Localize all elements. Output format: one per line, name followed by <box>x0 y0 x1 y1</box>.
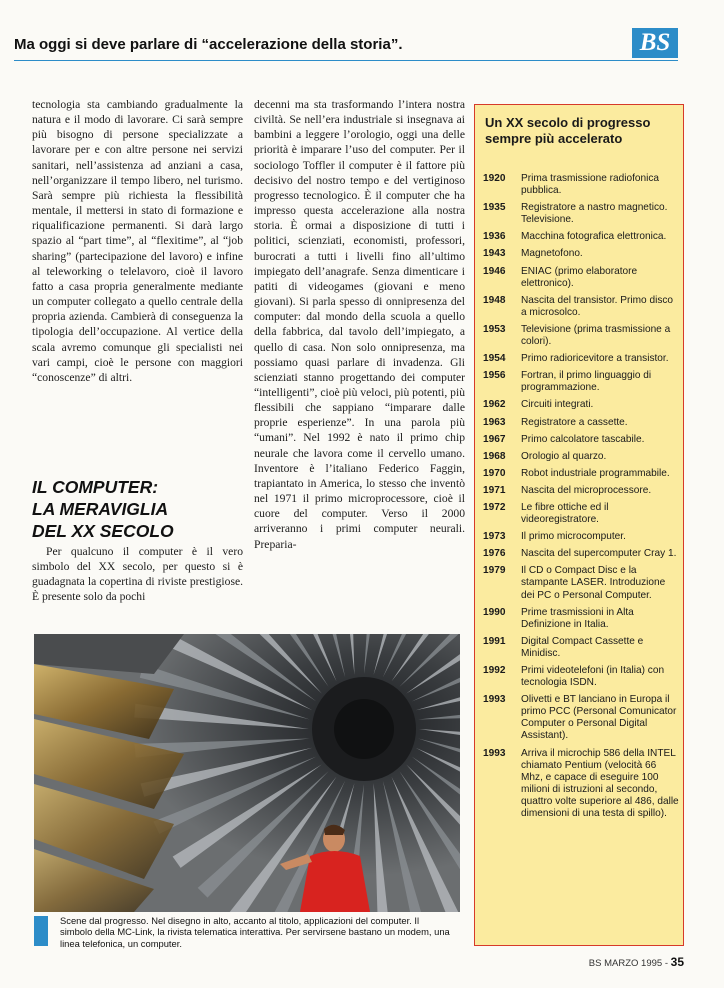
timeline-item <box>483 665 679 689</box>
timeline-item <box>483 468 679 480</box>
section-heading-line: IL COMPUTER: <box>32 477 159 497</box>
article-paragraph: tecnologia sta cambiando gradualmente la natura e il modo di lavorare. Ci sarà sempre più bisogno di persone specializzate a lavorare per e con altre persone nei servizi sanitari, nell’assistenza ad anziani a casa, nell’organizzare il tempo libero, nel turismo. Sarà sempre più richiesta la flessibilità mentale, il mettersi in stato di formazione e riqualificazione permanenti. Si darà largo spazio al “part time”, al “flexitime”, al “job sharing” (partecipazione del lavoro) e infine al teleworking o telelavoro, cioè il lavoro fatto a casa propria generalmente mediante un computer collegato a quello centrale della propria azienda. Cambierà di conseguenza la tipologia dell’occupazione. Al vertice della scala avremo comunque gli specialisti nei vari campi, cioè le persone con maggiori “conoscenze” di altri. <box>32 98 243 384</box>
timeline-item <box>483 248 679 260</box>
timeline-event: Registratore a nastro magnetico. Televisione. <box>521 202 668 226</box>
timeline-event: Le fibre ottiche ed il videoregistratore. <box>521 501 609 526</box>
timeline-item <box>483 399 679 411</box>
timeline-event: Prima trasmissione radiofonica pubblica. <box>521 173 660 197</box>
timeline-year: 1963 <box>483 416 506 428</box>
timeline-event: Nascita del transistor. Primo disco a microsolco. <box>521 294 674 318</box>
magazine-logo: BS <box>632 28 678 58</box>
timeline-year: 1968 <box>483 450 506 462</box>
timeline-year: 1972 <box>483 501 506 513</box>
timeline-year: 1953 <box>483 323 506 335</box>
timeline-event: Televisione (prima trasmissione a colori). <box>521 323 671 348</box>
timeline-item <box>483 748 679 821</box>
timeline-event: Il primo microcomputer. <box>521 531 626 543</box>
header-divider <box>14 60 678 61</box>
timeline-event: Circuiti integrati. <box>521 399 594 411</box>
timeline-year: 1979 <box>483 565 506 577</box>
timeline-item <box>483 295 679 319</box>
timeline-year: 1948 <box>483 294 506 306</box>
turbine-photo <box>34 634 460 912</box>
timeline-item <box>483 694 679 742</box>
timeline-year: 1992 <box>483 665 506 676</box>
timeline-item <box>483 565 679 601</box>
timeline-item <box>483 636 679 660</box>
timeline-year: 1970 <box>483 467 506 479</box>
timeline-item <box>483 434 679 446</box>
timeline-event: Primi videotelefoni (in Italia) con tecnologia ISDN. <box>521 665 665 689</box>
timeline-event: Il CD o Compact Disc e la stampante LASER. Introduzione dei PC o Personal Computer. <box>521 565 666 601</box>
timeline-item <box>483 502 679 526</box>
turbine-core <box>334 699 394 759</box>
timeline-year: 1967 <box>483 433 506 445</box>
timeline-item <box>483 202 679 226</box>
timeline-item <box>483 451 679 463</box>
timeline-year: 1956 <box>483 370 506 382</box>
timeline-item <box>483 324 679 348</box>
article-column-2 <box>254 97 465 552</box>
section-heading-line: DEL XX SECOLO <box>32 521 174 541</box>
timeline-event: Robot industriale programmabile. <box>521 467 670 479</box>
timeline-year: 1943 <box>483 248 506 260</box>
timeline-year: 1962 <box>483 399 506 411</box>
issue-label: BS MARZO 1995 - <box>588 958 668 969</box>
timeline-year: 1954 <box>483 353 506 365</box>
timeline-event: Nascita del microprocessore. <box>521 484 652 496</box>
timeline-item <box>483 417 679 429</box>
timeline-event: Primo calcolatore tascabile. <box>521 433 645 445</box>
timeline-event: Registratore a cassette. <box>521 416 628 428</box>
caption-marker <box>34 916 48 946</box>
timeline-sidebar <box>474 104 684 946</box>
page-header-title: Ma oggi si deve parlare di “accelerazione della storia”. <box>14 36 403 53</box>
timeline-item <box>483 607 679 631</box>
timeline-year: 1936 <box>483 231 506 243</box>
timeline-year: 1993 <box>483 747 506 759</box>
timeline-year: 1990 <box>483 606 506 618</box>
timeline-event: Prime trasmissioni in Alta Definizione in Italia. <box>521 606 634 630</box>
page-footer <box>540 955 684 969</box>
timeline-item <box>483 173 679 197</box>
article-paragraph: Per qualcuno il computer è il vero simbolo del XX secolo, per questo si è guadagnata la copertina di riviste prestigiose. È presente solo da pochi <box>32 545 243 604</box>
timeline-item <box>483 231 679 243</box>
timeline-event: Olivetti e BT lanciano in Europa il primo PCC (Personal Comunicator Computer o Personal Digital Assistant). <box>521 694 677 742</box>
timeline-event: Magnetofono. <box>521 248 583 260</box>
timeline-event: Orologio al quarzo. <box>521 450 607 462</box>
timeline-item <box>483 548 679 560</box>
timeline-year: 1946 <box>483 265 506 277</box>
timeline-item <box>483 485 679 497</box>
timeline-event: Fortran, il primo linguaggio di programmazione. <box>521 370 652 394</box>
section-heading <box>32 476 243 542</box>
article-paragraph: decenni ma sta trasformando l’intera nostra civiltà. Se nell’era industriale si insegnava ai bambini a leggere l’orologio, oggi una delle priorità è imparare l’uso del computer. Per il sociologo Toffler il computer è il fattore più decisivo del nostro tempo e del vertiginoso progresso tecnologico. È il computer che ha impresso questa accelerazione alla nostra storia. È ormai a disposizione di tutti i politici, scienziati, economisti, professori, burocrati a tutti i livelli fino all’ultimo impiegato dell’anagrafe. Senza dimenticare i patiti di videogames (giovani e meno giovani). Si parla spesso di onnipresenza del computer: dal mondo della scuola a quello della fabbrica, dal tavolo dell’impiegato, a quello di casa. Non solo onnipresenza, ma possiamo quasi parlare di invadenza. Gli scienziati stanno progettando dei computer “intelligenti”, cioè più veloci, più potenti, più flessibili che sappiano “imparare dalle proprie esperienze”. In una parola più “umani”. Nel 1992 è nato il primo chip neurale che lavora come il cervello umano. Inventore è l’italiano Federico Faggin, trapiantato in America, lo stesso che inventò nel 1971 il primo microprocessore, cioè il cuore del computer. Verso il 2000 arriveranno i primi computer neurali. Preparia- <box>254 98 465 551</box>
timeline-event: Macchina fotografica elettronica. <box>521 231 667 243</box>
page-number: 35 <box>670 955 684 969</box>
timeline-event: Arriva il microchip 586 della INTEL chiamato Pentium (velocità 66 Mhz, e capace di eseguire 100 milioni di istruzioni al secondo, quattro volte superiore al 486, dalle dimensioni di una testa di spillo). <box>521 747 679 820</box>
timeline-item <box>483 266 679 290</box>
timeline-item <box>483 370 679 394</box>
timeline-year: 1935 <box>483 202 506 214</box>
photo-caption: Scene dal progresso. Nel disegno in alto, accanto al titolo, applicazioni del computer. Il simbolo della MC-Link, la rivista telematica interattiva. Per servirsene bastano un modem, una linea telefonica, un computer. <box>60 915 450 949</box>
timeline-year: 1920 <box>483 173 506 184</box>
timeline-item <box>483 531 679 543</box>
turbine-illustration <box>34 634 460 912</box>
section-heading-line: LA MERAVIGLIA <box>32 499 169 519</box>
sidebar-title: Un XX secolo di progresso sempre più accelerato <box>485 115 651 146</box>
timeline-event: Digital Compact Cassette e Minidisc. <box>521 635 644 659</box>
timeline-list <box>483 173 679 825</box>
timeline-item <box>483 353 679 365</box>
timeline-year: 1976 <box>483 548 506 560</box>
article-column-1 <box>32 97 243 385</box>
timeline-year: 1993 <box>483 694 506 706</box>
article-column-1-continued <box>32 544 243 605</box>
timeline-year: 1973 <box>483 531 506 543</box>
timeline-event: Nascita del supercomputer Cray 1. <box>521 548 677 560</box>
timeline-year: 1971 <box>483 484 506 496</box>
timeline-event: Primo radioricevitore a transistor. <box>521 353 669 365</box>
timeline-year: 1991 <box>483 635 506 647</box>
timeline-event: ENIAC (primo elaboratore elettronico). <box>521 265 638 289</box>
